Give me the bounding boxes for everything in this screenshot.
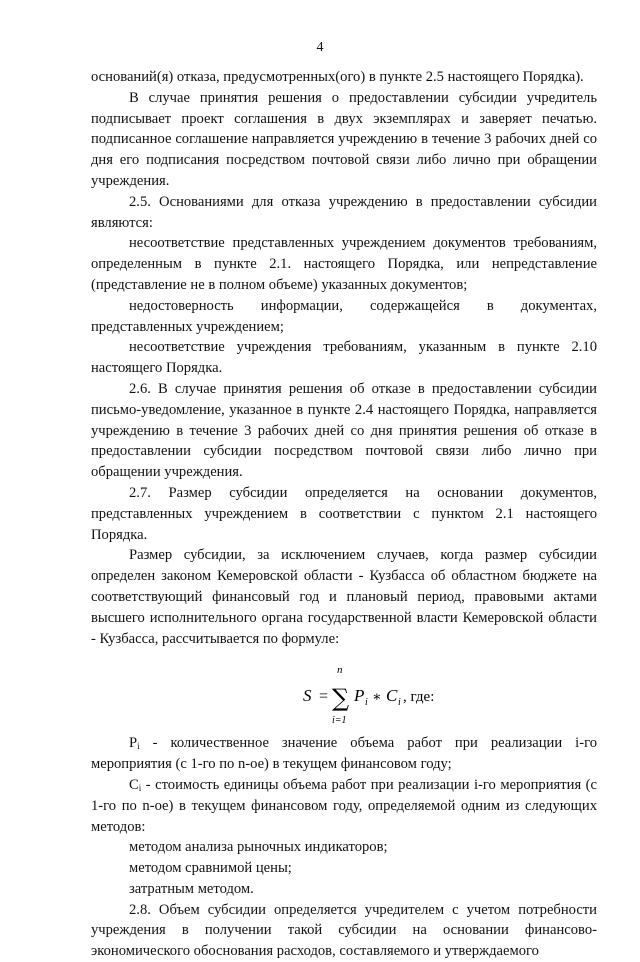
paragraph-c-definition (91, 775, 597, 837)
formula-sum-lower: i=1 (332, 715, 347, 727)
paragraph-p-definition (91, 733, 597, 775)
method-item-1: методом анализа рыночных индикаторов; (129, 839, 388, 856)
formula-term-c: C (386, 686, 398, 706)
formula-term-c-sub: i (398, 697, 401, 709)
formula-multiply: ∗ (372, 689, 382, 706)
symbol-c: C (129, 776, 139, 793)
formula-lhs: S (303, 686, 312, 706)
symbol-p-sub: i (137, 741, 140, 752)
paragraph-refusal-ground-2: недостоверность информации, содержащейся в документах, представленных учреждением; (91, 297, 597, 335)
document-body (91, 67, 597, 962)
paragraph-refusal-ground-3: несоответствие учреждения требованиям, указанным в пункте 2.10 настоящего Порядка. (91, 339, 597, 377)
paragraph-continuation: оснований(я) отказа, предусмотренных(ого) в пункте 2.5 настоящего Порядка). (91, 69, 584, 85)
paragraph-2-6: 2.6. В случае принятия решения об отказе в предоставлении субсидии письмо-уведомление, указанное в пункте 2.4 настоящего Порядка, направляется учреждению в течение 3 рабочих дней со дня принятия решения об отказе в предоставлении субсидии посредством почтовой связи либо лично при обращении учреждения. (91, 380, 597, 481)
paragraph-2-8: 2.8. Объем субсидии определяется учредителем с учетом потребности учреждения в получении такой субсидии на основании финансово-экономического обоснования расходов, составляемого и утверждаемого (91, 901, 597, 960)
paragraph-agreement-signing: В случае принятия решения о предоставлении субсидии учредитель подписывает проект соглашения в двух экземплярах и заверяет печатью. подписанное соглашение направляется учреждению в течение 3 рабочих дней со дня его подписания посредством почтовой связи либо лично при обращении учреждения. (91, 89, 597, 189)
formula-graphic (91, 649, 597, 733)
formula-sum-upper: n (337, 664, 343, 677)
paragraph-refusal-ground-1: несоответствие представленных учреждением документов требованиям, определенным в пункте 2.1. настоящего Порядка, или непредставление (представление не в полном объеме) указанных документов; (91, 235, 597, 293)
formula-term-p-sub: i (365, 697, 368, 709)
symbol-p: P (129, 735, 138, 752)
method-item-2: методом сравнимой цены; (129, 860, 292, 877)
paragraph-2-5: 2.5. Основаниями для отказа учреждению в предоставлении субсидии являются: (91, 193, 597, 231)
page-number: 4 (316, 40, 324, 55)
paragraph-subsidy-size: Размер субсидии, за исключением случаев, когда размер субсидии определен законом Кемеровской области - Кузбасса об областном бюджете на соответствующий финансовый год и плановый период, правовыми актами высшего исполнительного органа государственной власти Кемеровской области - Кузбасса, рассчитывается по формуле: (91, 547, 597, 647)
paragraph-2-7: 2.7. Размер субсидии определяется на основании документов, представленных учреждением в соответствии с пунктом 2.1 настоящего Порядка. (91, 484, 597, 543)
formula-term-p: P (354, 686, 365, 706)
symbol-c-sub: i (138, 782, 142, 793)
formula-equals: = (319, 688, 329, 706)
formula-sum-sign: ∑ (332, 684, 350, 713)
method-item-3: затратным методом. (129, 880, 254, 897)
subsidy-formula (91, 649, 597, 733)
p-definition-text: - количественное значение объема работ при реализации i-го мероприятия (с 1-го по n-ое) в текущем финансовом году; (91, 735, 597, 773)
formula-tail: , где: (403, 689, 435, 706)
c-definition-text: - стоимость единицы объема работ при реализации i-го мероприятия (с 1-го по n-ое) в текущем финансовом году, определяемой одним из следующих методов: (91, 776, 597, 835)
